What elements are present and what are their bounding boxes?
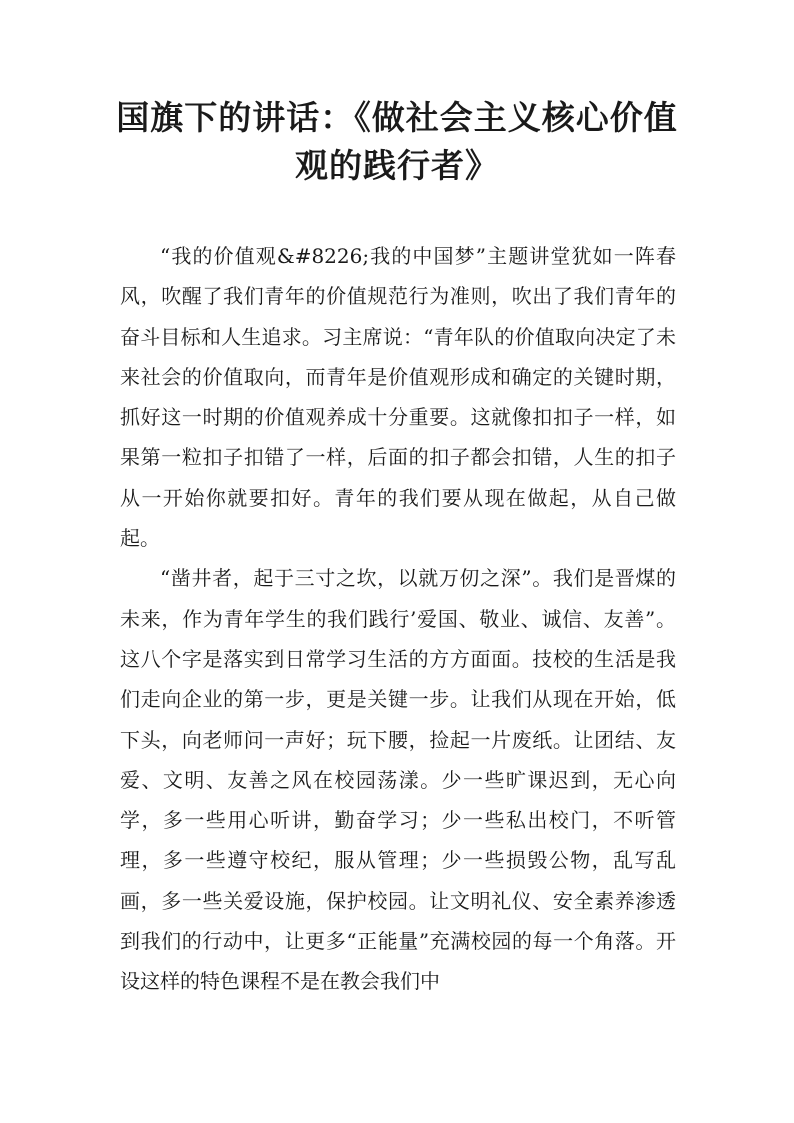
document-title: 国旗下的讲话：《做社会主义核心价值观的践行者》 — [116, 98, 678, 185]
paragraph-1: “我的价值观&#8226;我的中国梦”主题讲堂犹如一阵春风，吹醒了我们青年的价值规范行为准则，吹出了我们青年的奋斗目标和人生追求。习主席说：“青年队的价值取向决定了未来社会的价值取向，而青年是价值观形成和确定的关键时期，抓好这一时期的价值观养成十分重要。这就像扣扣子一样，如果第一粒扣子扣错了一样，后面的扣子都会扣错，人生的扣子从一开始你就要扣好。青年的我们要从现在做起，从自己做起。 — [120, 244, 676, 551]
document-body — [120, 236, 676, 1002]
paragraph-2: “凿井者，起于三寸之坎，以就万仞之深”。我们是晋煤的未来，作为青年学生的我们践行’爱国、敬业、诚信、友善”。这八个字是落实到日常学习生活的方方面面。技校的生活是我们走向企业的第一步，更是关键一步。让我们从现在开始，低下头，向老师问一声好；玩下腰，捡起一片废纸。让团结、友爱、文明、友善之风在校园荡漾。少一些旷课迟到，无心向学，多一些用心听讲，勤奋学习；少一些私出校门，不听管理，多一些遵守校纪，服从管理；少一些损毁公物，乱写乱画，多一些关爱设施，保护校园。让文明礼仪、安全素养渗透到我们的行动中，让更多“正能量”充满校园的每一个角落。开设这样的特色课程不是在教会我们中 — [120, 566, 676, 994]
